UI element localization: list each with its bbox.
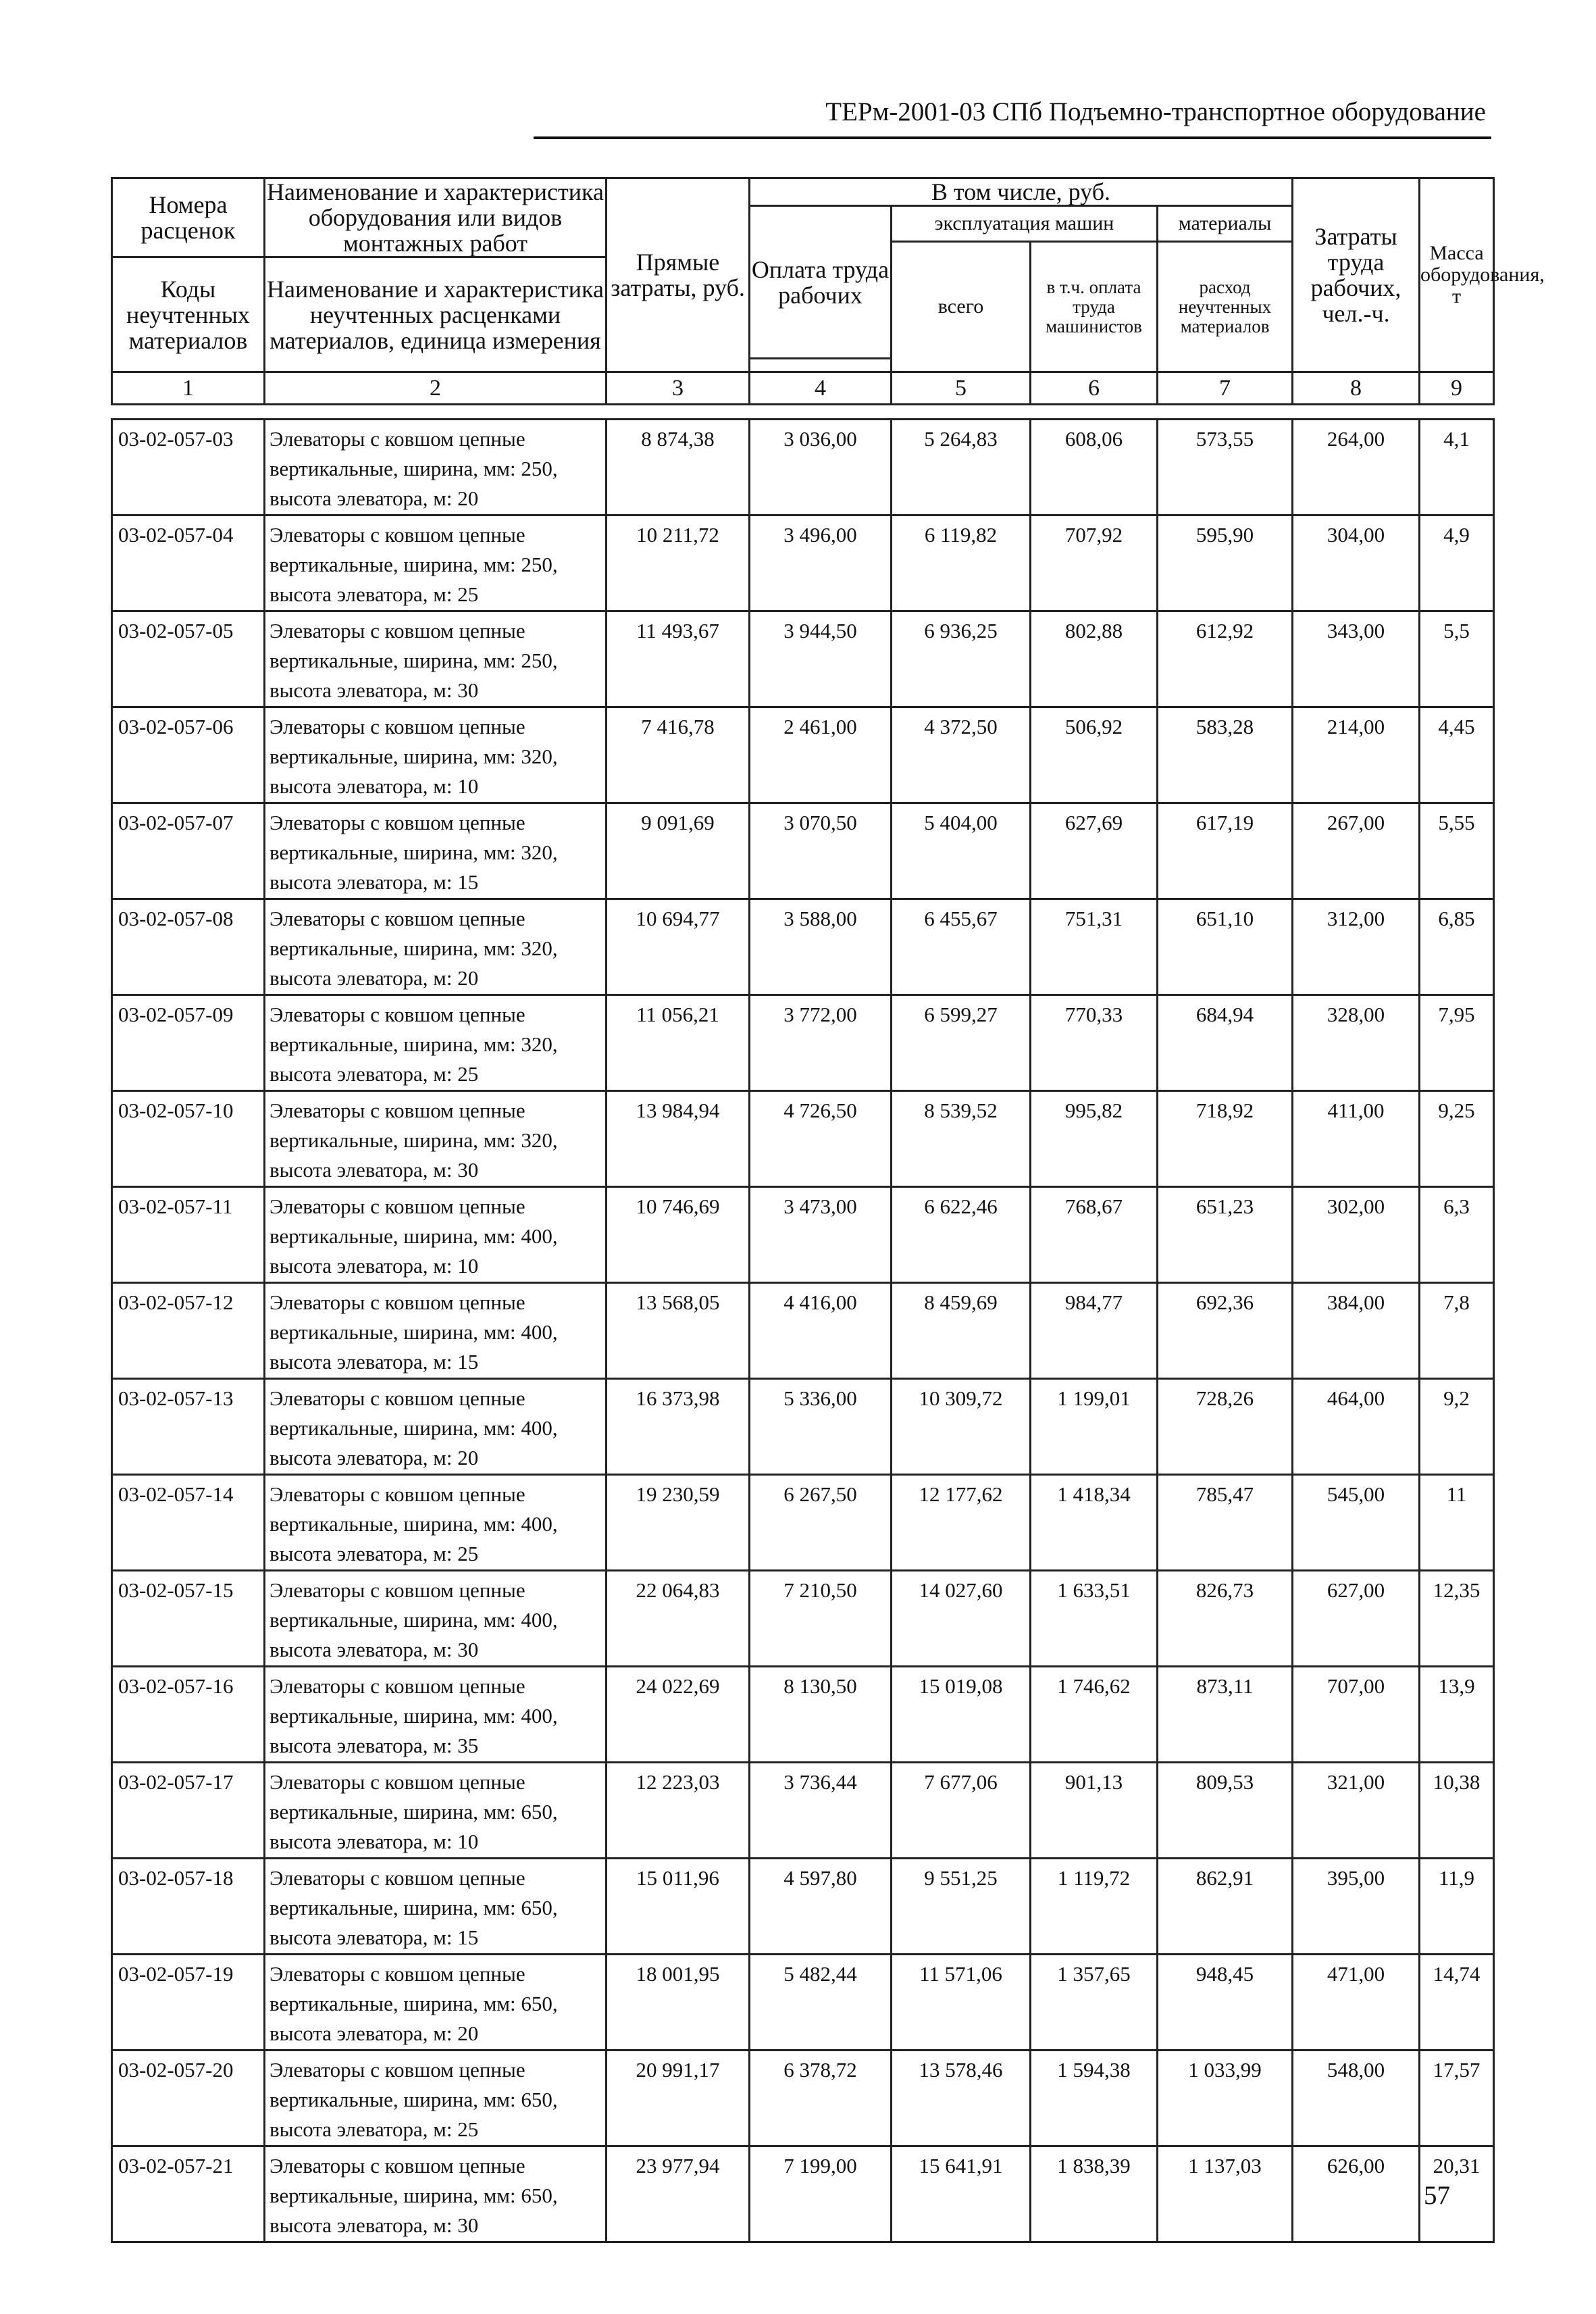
direct-costs: 11 056,21 xyxy=(607,995,750,1091)
header-material-names: Наименование и характеристика неучтенных расценками материалов, единица измерения xyxy=(265,257,607,372)
labor-pay: 2 461,00 xyxy=(750,707,892,803)
column-number: 1 xyxy=(112,372,265,405)
header-rule xyxy=(534,136,1491,139)
rate-name: Элеваторы с ковшом цепные вертикальные, ширина, мм: 250, высота элеватора, м: 20 xyxy=(265,420,607,515)
equipment-mass: 11,9 xyxy=(1420,1859,1494,1955)
machinist-pay: 1 594,38 xyxy=(1031,2051,1158,2146)
rate-name: Элеваторы с ковшом цепные вертикальные, ширина, мм: 400, высота элеватора, м: 30 xyxy=(265,1571,607,1667)
labor-pay: 3 473,00 xyxy=(750,1187,892,1283)
rate-name: Элеваторы с ковшом цепные вертикальные, ширина, мм: 650, высота элеватора, м: 25 xyxy=(265,2051,607,2146)
direct-costs: 23 977,94 xyxy=(607,2146,750,2242)
equipment-mass: 11 xyxy=(1420,1475,1494,1571)
table-row xyxy=(112,420,1494,515)
rate-code: 03-02-057-06 xyxy=(112,707,265,803)
materials-cost: 692,36 xyxy=(1158,1283,1293,1379)
labor-pay: 4 416,00 xyxy=(750,1283,892,1379)
header-materials: материалы xyxy=(1158,206,1293,242)
table-row xyxy=(112,1091,1494,1187)
labor-pay: 8 130,50 xyxy=(750,1667,892,1763)
rate-name: Элеваторы с ковшом цепные вертикальные, ширина, мм: 250, высота элеватора, м: 30 xyxy=(265,611,607,707)
labor-hours: 626,00 xyxy=(1293,2146,1420,2242)
labor-hours: 267,00 xyxy=(1293,803,1420,899)
labor-hours: 302,00 xyxy=(1293,1187,1420,1283)
direct-costs: 12 223,03 xyxy=(607,1763,750,1859)
machinist-pay: 768,67 xyxy=(1031,1187,1158,1283)
rate-name: Элеваторы с ковшом цепные вертикальные, ширина, мм: 650, высота элеватора, м: 20 xyxy=(265,1955,607,2051)
labor-pay: 7 199,00 xyxy=(750,2146,892,2242)
table-row xyxy=(112,1379,1494,1475)
labor-pay: 3 736,44 xyxy=(750,1763,892,1859)
machines-total: 6 599,27 xyxy=(892,995,1031,1091)
machinist-pay: 1 119,72 xyxy=(1031,1859,1158,1955)
labor-pay: 5 482,44 xyxy=(750,1955,892,2051)
equipment-mass: 5,55 xyxy=(1420,803,1494,899)
direct-costs: 7 416,78 xyxy=(607,707,750,803)
table-row xyxy=(112,1571,1494,1667)
machines-total: 5 404,00 xyxy=(892,803,1031,899)
header-machines-total: всего xyxy=(892,242,1031,372)
machinist-pay: 901,13 xyxy=(1031,1763,1158,1859)
rate-name: Элеваторы с ковшом цепные вертикальные, ширина, мм: 250, высота элеватора, м: 25 xyxy=(265,515,607,611)
rate-code: 03-02-057-16 xyxy=(112,1667,265,1763)
table-row xyxy=(112,1859,1494,1955)
direct-costs: 24 022,69 xyxy=(607,1667,750,1763)
labor-hours: 321,00 xyxy=(1293,1763,1420,1859)
machinist-pay: 1 357,65 xyxy=(1031,1955,1158,2051)
rate-code: 03-02-057-13 xyxy=(112,1379,265,1475)
machinist-pay: 1 746,62 xyxy=(1031,1667,1158,1763)
labor-pay: 3 070,50 xyxy=(750,803,892,899)
rate-code: 03-02-057-12 xyxy=(112,1283,265,1379)
equipment-mass: 4,9 xyxy=(1420,515,1494,611)
machinist-pay: 995,82 xyxy=(1031,1091,1158,1187)
machinist-pay: 802,88 xyxy=(1031,611,1158,707)
rate-code: 03-02-057-08 xyxy=(112,899,265,995)
materials-cost: 785,47 xyxy=(1158,1475,1293,1571)
machinist-pay: 751,31 xyxy=(1031,899,1158,995)
materials-cost: 1 033,99 xyxy=(1158,2051,1293,2146)
labor-pay: 6 267,50 xyxy=(750,1475,892,1571)
rate-code: 03-02-057-18 xyxy=(112,1859,265,1955)
table-row xyxy=(112,1667,1494,1763)
direct-costs: 10 211,72 xyxy=(607,515,750,611)
labor-hours: 214,00 xyxy=(1293,707,1420,803)
materials-cost: 595,90 xyxy=(1158,515,1293,611)
rate-name: Элеваторы с ковшом цепные вертикальные, ширина, мм: 400, высота элеватора, м: 20 xyxy=(265,1379,607,1475)
column-number: 2 xyxy=(265,372,607,405)
equipment-mass: 6,85 xyxy=(1420,899,1494,995)
labor-hours: 395,00 xyxy=(1293,1859,1420,1955)
column-number: 6 xyxy=(1031,372,1158,405)
equipment-mass: 12,35 xyxy=(1420,1571,1494,1667)
labor-pay: 3 496,00 xyxy=(750,515,892,611)
labor-hours: 545,00 xyxy=(1293,1475,1420,1571)
machines-total: 11 571,06 xyxy=(892,1955,1031,2051)
rate-name: Элеваторы с ковшом цепные вертикальные, ширина, мм: 320, высота элеватора, м: 15 xyxy=(265,803,607,899)
machines-total: 6 119,82 xyxy=(892,515,1031,611)
materials-cost: 809,53 xyxy=(1158,1763,1293,1859)
direct-costs: 10 746,69 xyxy=(607,1187,750,1283)
equipment-mass: 4,1 xyxy=(1420,420,1494,515)
rate-name: Элеваторы с ковшом цепные вертикальные, ширина, мм: 320, высота элеватора, м: 10 xyxy=(265,707,607,803)
direct-costs: 15 011,96 xyxy=(607,1859,750,1955)
labor-pay: 3 036,00 xyxy=(750,420,892,515)
header-including: В том числе, руб. xyxy=(750,178,1293,206)
labor-hours: 264,00 xyxy=(1293,420,1420,515)
header-direct-costs: Прямые затраты, руб. xyxy=(607,178,750,372)
table-row xyxy=(112,1955,1494,2051)
machinist-pay: 1 199,01 xyxy=(1031,1379,1158,1475)
table-row xyxy=(112,707,1494,803)
column-number: 3 xyxy=(607,372,750,405)
machines-total: 8 459,69 xyxy=(892,1283,1031,1379)
machines-total: 6 936,25 xyxy=(892,611,1031,707)
labor-hours: 328,00 xyxy=(1293,995,1420,1091)
rate-code: 03-02-057-19 xyxy=(112,1955,265,2051)
machines-total: 14 027,60 xyxy=(892,1571,1031,1667)
materials-cost: 948,45 xyxy=(1158,1955,1293,2051)
header-rate-numbers: Номера расценок xyxy=(112,178,265,257)
table-row xyxy=(112,1187,1494,1283)
table-row xyxy=(112,1283,1494,1379)
rate-code: 03-02-057-05 xyxy=(112,611,265,707)
labor-pay: 6 378,72 xyxy=(750,2051,892,2146)
table-row xyxy=(112,803,1494,899)
column-number: 4 xyxy=(750,372,892,405)
direct-costs: 13 568,05 xyxy=(607,1283,750,1379)
table-row xyxy=(112,2051,1494,2146)
equipment-mass: 9,25 xyxy=(1420,1091,1494,1187)
machinist-pay: 506,92 xyxy=(1031,707,1158,803)
labor-hours: 312,00 xyxy=(1293,899,1420,995)
rate-code: 03-02-057-09 xyxy=(112,995,265,1091)
rate-name: Элеваторы с ковшом цепные вертикальные, ширина, мм: 320, высота элеватора, м: 25 xyxy=(265,995,607,1091)
header-machines: эксплуатация машин xyxy=(892,206,1158,242)
labor-hours: 548,00 xyxy=(1293,2051,1420,2146)
table-row xyxy=(112,611,1494,707)
labor-hours: 304,00 xyxy=(1293,515,1420,611)
rate-code: 03-02-057-03 xyxy=(112,420,265,515)
machinist-pay: 770,33 xyxy=(1031,995,1158,1091)
equipment-mass: 6,3 xyxy=(1420,1187,1494,1283)
materials-cost: 684,94 xyxy=(1158,995,1293,1091)
rates-table xyxy=(111,418,1495,2243)
labor-hours: 411,00 xyxy=(1293,1091,1420,1187)
table-header xyxy=(111,177,1545,405)
rate-name: Элеваторы с ковшом цепные вертикальные, ширина, мм: 320, высота элеватора, м: 30 xyxy=(265,1091,607,1187)
materials-cost: 651,10 xyxy=(1158,899,1293,995)
machinist-pay: 627,69 xyxy=(1031,803,1158,899)
header-equipment-name: Наименование и характеристика оборудования или видов монтажных работ xyxy=(265,178,607,257)
equipment-mass: 4,45 xyxy=(1420,707,1494,803)
materials-cost: 651,23 xyxy=(1158,1187,1293,1283)
labor-hours: 707,00 xyxy=(1293,1667,1420,1763)
equipment-mass: 5,5 xyxy=(1420,611,1494,707)
table-row xyxy=(112,515,1494,611)
rate-code: 03-02-057-15 xyxy=(112,1571,265,1667)
direct-costs: 19 230,59 xyxy=(607,1475,750,1571)
machinist-pay: 1 418,34 xyxy=(1031,1475,1158,1571)
materials-cost: 826,73 xyxy=(1158,1571,1293,1667)
materials-cost: 862,91 xyxy=(1158,1859,1293,1955)
rate-code: 03-02-057-17 xyxy=(112,1763,265,1859)
labor-pay: 7 210,50 xyxy=(750,1571,892,1667)
labor-pay: 3 944,50 xyxy=(750,611,892,707)
direct-costs: 10 694,77 xyxy=(607,899,750,995)
column-number: 8 xyxy=(1293,372,1420,405)
rate-name: Элеваторы с ковшом цепные вертикальные, ширина, мм: 400, высота элеватора, м: 25 xyxy=(265,1475,607,1571)
header-labor-hours: Затраты труда рабочих, чел.-ч. xyxy=(1293,178,1420,372)
machinist-pay: 1 838,39 xyxy=(1031,2146,1158,2242)
rate-code: 03-02-057-14 xyxy=(112,1475,265,1571)
machines-total: 12 177,62 xyxy=(892,1475,1031,1571)
labor-hours: 384,00 xyxy=(1293,1283,1420,1379)
running-header: ТЕРм-2001-03 СПб Подъемно-транспортное оборудование xyxy=(825,97,1486,126)
labor-hours: 627,00 xyxy=(1293,1571,1420,1667)
labor-pay: 4 726,50 xyxy=(750,1091,892,1187)
labor-hours: 464,00 xyxy=(1293,1379,1420,1475)
direct-costs: 8 874,38 xyxy=(607,420,750,515)
direct-costs: 18 001,95 xyxy=(607,1955,750,2051)
direct-costs: 16 373,98 xyxy=(607,1379,750,1475)
labor-pay: 3 588,00 xyxy=(750,899,892,995)
machines-total: 13 578,46 xyxy=(892,2051,1031,2146)
machines-total: 6 622,46 xyxy=(892,1187,1031,1283)
equipment-mass: 7,8 xyxy=(1420,1283,1494,1379)
header-machinist-pay: в т.ч. оплата труда машинистов xyxy=(1031,242,1158,372)
table-row xyxy=(112,2146,1494,2242)
column-number: 7 xyxy=(1158,372,1293,405)
machines-total: 6 455,67 xyxy=(892,899,1031,995)
header-material-codes: Коды неучтенных материалов xyxy=(112,257,265,372)
page-number: 57 xyxy=(1424,2181,1450,2210)
materials-cost: 873,11 xyxy=(1158,1667,1293,1763)
materials-cost: 612,92 xyxy=(1158,611,1293,707)
materials-cost: 617,19 xyxy=(1158,803,1293,899)
header-unaccounted-materials: расход неучтенных материалов xyxy=(1158,242,1293,372)
machinist-pay: 707,92 xyxy=(1031,515,1158,611)
machines-total: 9 551,25 xyxy=(892,1859,1031,1955)
equipment-mass: 17,57 xyxy=(1420,2051,1494,2146)
table-row xyxy=(112,995,1494,1091)
materials-cost: 728,26 xyxy=(1158,1379,1293,1475)
rate-name: Элеваторы с ковшом цепные вертикальные, ширина, мм: 650, высота элеватора, м: 15 xyxy=(265,1859,607,1955)
column-number: 5 xyxy=(892,372,1031,405)
rate-code: 03-02-057-21 xyxy=(112,2146,265,2242)
labor-hours: 343,00 xyxy=(1293,611,1420,707)
labor-pay: 3 772,00 xyxy=(750,995,892,1091)
rate-code: 03-02-057-20 xyxy=(112,2051,265,2146)
materials-cost: 573,55 xyxy=(1158,420,1293,515)
rate-code: 03-02-057-04 xyxy=(112,515,265,611)
rate-name: Элеваторы с ковшом цепные вертикальные, ширина, мм: 400, высота элеватора, м: 35 xyxy=(265,1667,607,1763)
column-number: 9 xyxy=(1420,372,1494,405)
table-row xyxy=(112,1763,1494,1859)
machinist-pay: 984,77 xyxy=(1031,1283,1158,1379)
machines-total: 4 372,50 xyxy=(892,707,1031,803)
direct-costs: 11 493,67 xyxy=(607,611,750,707)
equipment-mass: 10,38 xyxy=(1420,1763,1494,1859)
materials-cost: 1 137,03 xyxy=(1158,2146,1293,2242)
machines-total: 5 264,83 xyxy=(892,420,1031,515)
equipment-mass: 20,31 xyxy=(1420,2146,1494,2242)
machines-total: 15 019,08 xyxy=(892,1667,1031,1763)
machines-total: 10 309,72 xyxy=(892,1379,1031,1475)
direct-costs: 20 991,17 xyxy=(607,2051,750,2146)
labor-pay: 5 336,00 xyxy=(750,1379,892,1475)
equipment-mass: 14,74 xyxy=(1420,1955,1494,2051)
rate-code: 03-02-057-11 xyxy=(112,1187,265,1283)
machines-total: 7 677,06 xyxy=(892,1763,1031,1859)
rate-name: Элеваторы с ковшом цепные вертикальные, ширина, мм: 650, высота элеватора, м: 30 xyxy=(265,2146,607,2242)
labor-pay: 4 597,80 xyxy=(750,1859,892,1955)
equipment-mass: 9,2 xyxy=(1420,1379,1494,1475)
equipment-mass: 7,95 xyxy=(1420,995,1494,1091)
labor-hours: 471,00 xyxy=(1293,1955,1420,2051)
rate-code: 03-02-057-10 xyxy=(112,1091,265,1187)
direct-costs: 22 064,83 xyxy=(607,1571,750,1667)
machinist-pay: 1 633,51 xyxy=(1031,1571,1158,1667)
table-row xyxy=(112,1475,1494,1571)
materials-cost: 718,92 xyxy=(1158,1091,1293,1187)
rate-name: Элеваторы с ковшом цепные вертикальные, ширина, мм: 650, высота элеватора, м: 10 xyxy=(265,1763,607,1859)
header-labor-pay: Оплата труда рабочих xyxy=(750,206,892,359)
header-mass: Масса оборудования, т xyxy=(1420,178,1494,372)
direct-costs: 13 984,94 xyxy=(607,1091,750,1187)
machines-total: 8 539,52 xyxy=(892,1091,1031,1187)
rate-code: 03-02-057-07 xyxy=(112,803,265,899)
direct-costs: 9 091,69 xyxy=(607,803,750,899)
rate-name: Элеваторы с ковшом цепные вертикальные, ширина, мм: 320, высота элеватора, м: 20 xyxy=(265,899,607,995)
machinist-pay: 608,06 xyxy=(1031,420,1158,515)
rate-name: Элеваторы с ковшом цепные вертикальные, ширина, мм: 400, высота элеватора, м: 10 xyxy=(265,1187,607,1283)
machines-total: 15 641,91 xyxy=(892,2146,1031,2242)
equipment-mass: 13,9 xyxy=(1420,1667,1494,1763)
materials-cost: 583,28 xyxy=(1158,707,1293,803)
rate-name: Элеваторы с ковшом цепные вертикальные, ширина, мм: 400, высота элеватора, м: 15 xyxy=(265,1283,607,1379)
table-row xyxy=(112,899,1494,995)
